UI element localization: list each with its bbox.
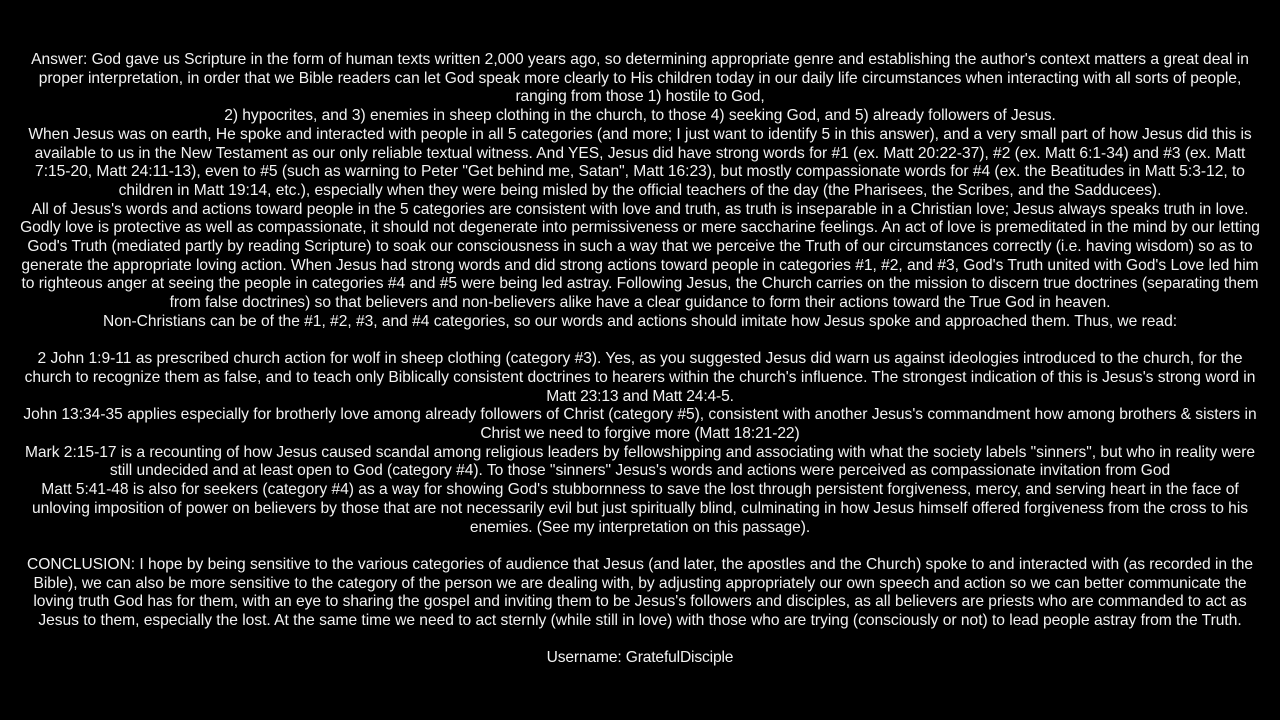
- username-line: [0, 649, 1280, 668]
- text-line: generate the appropriate loving action. When Jesus had strong words and did strong actions toward people in categories #1, #2, and #3, God's Truth united with God's Love led him: [21, 256, 1259, 274]
- text-line: children in Matt 19:14, etc.), especially when they were being misled by the official teachers of the day (the Pharisees, the Scribes, and the Sadducees).: [118, 181, 1162, 199]
- text-line: 7:15-20, Matt 24:11-13), even to #5 (such as warning to Peter "Get behind me, Satan", Matt 16:23), but mostly compassionate words for #4 (ex. the Beatitudes in Matt 5:3-12, to: [35, 163, 1245, 181]
- paragraph: [0, 51, 1280, 107]
- text-line: God's Truth (mediated partly by reading Scripture) to soak our consciousness in such a way that we perceive the Truth of our circumstances correctly (i.e. having wisdom) so as to: [27, 238, 1253, 256]
- paragraph-gap: [0, 332, 1280, 351]
- paragraph: [0, 126, 1280, 201]
- paragraph: [0, 481, 1280, 537]
- text-line: Matt 5:41-48 is also for seekers (category #4) as a way for showing God's stubbornness to save the lost through persistent forgiveness, mercy, and serving heart in the face of: [41, 481, 1239, 499]
- text-line: John 13:34-35 applies especially for brotherly love among already followers of Christ (category #5), consistent with another Jesus's commandment how among brothers & sisters in: [23, 406, 1257, 424]
- text-line: church to recognize them as false, and to teach only Biblically consistent doctrines to hearers within the church's influence. The strongest indication of this is Jesus's strong word in: [24, 368, 1256, 386]
- paragraph: [0, 313, 1280, 332]
- text-line: Bible), we can also be more sensitive to the category of the person we are dealing with, by adjusting appropriately our own speech and action so we can better communicate the: [33, 574, 1247, 592]
- text-line: Christ we need to forgive more (Matt 18:21-22): [480, 425, 800, 443]
- document-body: [0, 51, 1280, 668]
- paragraph: [0, 556, 1280, 631]
- text-line: Answer: God gave us Scripture in the form of human texts written 2,000 years ago, so determining appropriate genre and establishing the author's context matters a great deal in: [31, 51, 1249, 68]
- paragraph: [0, 406, 1280, 443]
- text-line: from false doctrines) so that believers and non-believers alike have a clear guidance to form their actions toward the True God in heaven.: [169, 294, 1111, 312]
- text-line: When Jesus was on earth, He spoke and interacted with people in all 5 categories (and more; I just want to identify 5 in this answer), and a very small part of how Jesus did this is: [28, 125, 1252, 143]
- text-line: All of Jesus's words and actions toward people in the 5 categories are consistent with love and truth, as truth is inseparable in a Christian love; Jesus always speaks truth in love.: [31, 200, 1249, 218]
- text-line: still undecided and at least open to God (category #4). To those "sinners" Jesus's words and actions were perceived as compassionate invitation from God: [109, 462, 1171, 480]
- paragraph: [0, 107, 1280, 126]
- text-line: Non-Christians can be of the #1, #2, #3, and #4 categories, so our words and actions should imitate how Jesus spoke and approached them. Thus, we read:: [102, 312, 1178, 330]
- text-line: Username: GratefulDisciple: [546, 649, 734, 667]
- text-line: proper interpretation, in order that we Bible readers can let God speak more clearly to His children today in our daily life circumstances when interacting with all sorts of people,: [38, 69, 1242, 87]
- paragraph-gap: [0, 631, 1280, 650]
- text-line: loving truth God has for them, with an eye to sharing the gospel and inviting them to be Jesus's followers and disciples, as all believers are priests who are commanded to act as: [33, 593, 1247, 611]
- text-line: enemies. (See my interpretation on this passage).: [469, 518, 811, 536]
- text-line: Godly love is protective as well as compassionate, it should not degenerate into permissiveness or mere saccharine feelings. An act of love is premeditated in the mind by our letting: [20, 219, 1260, 237]
- text-line: to righteous anger at seeing the people in categories #4 and #5 were being led astray. Following Jesus, the Church carries on the mission to discern true doctrines (separating them: [21, 275, 1259, 293]
- text-line: ranging from those 1) hostile to God,: [515, 88, 765, 106]
- text-line: 2) hypocrites, and 3) enemies in sheep clothing in the church, to those 4) seeking God, and 5) already followers of Jesus.: [224, 107, 1056, 125]
- text-line: 2 John 1:9-11 as prescribed church action for wolf in sheep clothing (category #3). Yes, as you suggested Jesus did warn us against ideologies introduced to the church, for the: [37, 350, 1243, 368]
- text-line: unloving imposition of power on believers by those that are not necessarily evil but just spiritually blind, culminating in how Jesus himself offered forgiveness from the cross to his: [31, 499, 1249, 517]
- paragraph: [0, 350, 1280, 406]
- paragraph-gap: [0, 537, 1280, 556]
- text-line: Mark 2:15-17 is a recounting of how Jesus caused scandal among religious leaders by fellowshipping and associating with what the society labels "sinners", but who in reality were: [24, 443, 1256, 461]
- text-line: Jesus to them, especially the lost. At the same time we need to act sternly (while still in love) with those who are trying (consciously or not) to lead people astray from the Truth.: [38, 612, 1242, 630]
- text-line: available to us in the New Testament as our only reliable textual witness. And YES, Jesus did have strong words for #1 (ex. Matt 20:22-37), #2 (ex. Matt 6:1-34) and #3 (ex. Matt: [34, 144, 1246, 162]
- text-line: CONCLUSION: I hope by being sensitive to the various categories of audience that Jesus (and later, the apostles and the Church) spoke to and interacted with (as recorded in the: [26, 555, 1253, 573]
- paragraph: [0, 201, 1280, 313]
- text-line: Matt 23:13 and Matt 24:4-5.: [546, 387, 734, 405]
- paragraph: [0, 444, 1280, 481]
